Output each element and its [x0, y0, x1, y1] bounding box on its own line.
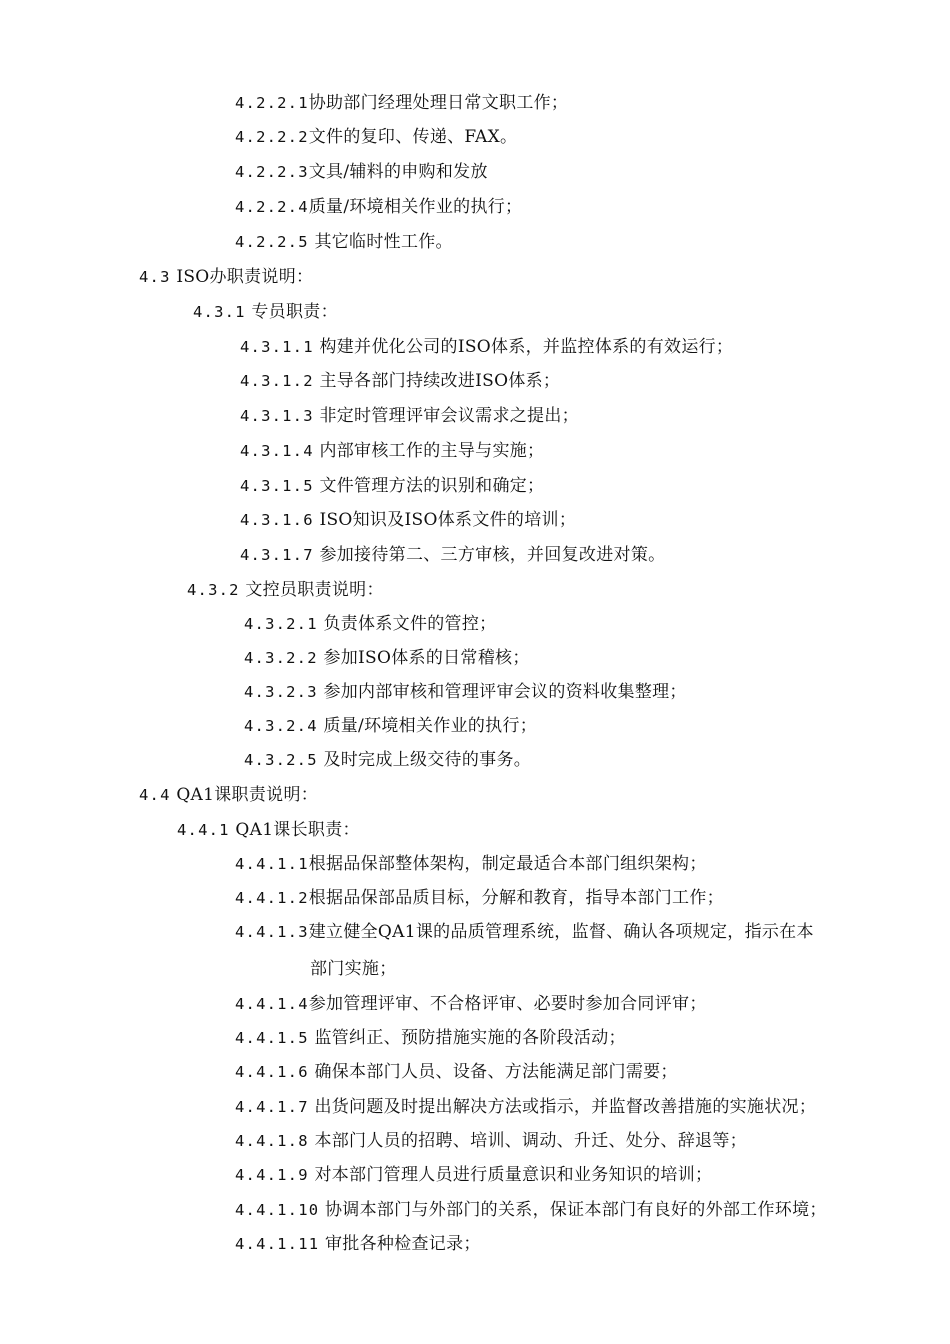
clause-4-2-2-4 — [235, 196, 522, 218]
clause-number: 4.4.1.1 — [235, 855, 309, 873]
clause-4-2-2-1 — [235, 92, 568, 114]
clause-4-4-1-8 — [235, 1130, 747, 1152]
subsection-number: 4.3.1 — [193, 303, 246, 321]
clause-4-4-1-3-continuation — [310, 958, 397, 980]
section-4-4-heading — [139, 784, 318, 806]
subsection-title: 专员职责： — [245, 302, 338, 322]
clause-number: 4.2.2.1 — [235, 94, 309, 112]
clause-number: 4.4.1.4 — [235, 995, 309, 1013]
subsection-4-3-2-heading — [187, 579, 384, 601]
clause-number: 4.3.1.2 — [240, 372, 314, 390]
section-title: QA1课职责说明： — [170, 785, 319, 805]
clause-4-4-1-4 — [235, 993, 707, 1015]
clause-4-4-1-5 — [235, 1027, 626, 1049]
clause-4-3-2-2 — [244, 647, 530, 669]
clause-text: 根据品保部品质目标，分解和教育，指导本部门工作； — [308, 888, 724, 908]
clause-text: 参加内部审核和管理评审会议的资料收集整理； — [317, 682, 687, 702]
clause-text: 文具/辅料的申购和发放 — [308, 162, 488, 182]
clause-number: 4.3.2.5 — [244, 751, 318, 769]
clause-number: 4.4.1.11 — [235, 1235, 320, 1253]
clause-number: 4.3.1.3 — [240, 407, 314, 425]
clause-4-4-1-3 — [235, 921, 814, 943]
clause-text: 审批各种检查记录； — [319, 1234, 481, 1254]
subsection-4-3-1-heading — [193, 301, 338, 323]
section-4-3-heading — [139, 266, 313, 288]
clause-text: 根据品保部整体架构，制定最适合本部门组织架构； — [308, 854, 707, 874]
clause-4-3-2-1 — [244, 613, 496, 635]
clause-number: 4.3.1.5 — [240, 477, 314, 495]
subsection-4-4-1-heading — [177, 819, 360, 841]
clause-number: 4.3.2.4 — [244, 717, 318, 735]
clause-number: 4.4.1.3 — [235, 923, 309, 941]
clause-4-3-2-3 — [244, 681, 687, 703]
clause-4-3-1-2 — [240, 370, 560, 392]
section-number: 4.4 — [139, 786, 171, 804]
clause-text: 质量/环境相关作业的执行； — [317, 716, 538, 736]
clause-number: 4.3.1.4 — [240, 442, 314, 460]
clause-number: 4.3.1.7 — [240, 546, 314, 564]
clause-text: 参加ISO体系的日常稽核； — [317, 648, 530, 668]
clause-text: 质量/环境相关作业的执行； — [308, 197, 523, 217]
clause-text: 文件管理方法的识别和确定； — [313, 476, 545, 496]
clause-4-4-1-11 — [235, 1233, 481, 1255]
clause-4-4-1-2 — [235, 887, 724, 909]
clause-4-2-2-3 — [235, 161, 488, 183]
clause-4-3-1-4 — [240, 440, 544, 462]
clause-text: 确保本部门人员、设备、方法能满足部门需要； — [308, 1062, 678, 1082]
clause-text: 文件的复印、传递、FAX。 — [308, 127, 518, 147]
clause-text: 协助部门经理处理日常文职工作； — [308, 93, 569, 113]
clause-4-4-1-6 — [235, 1061, 678, 1083]
clause-text: 本部门人员的招聘、培训、调动、升迁、处分、辞退等； — [308, 1131, 747, 1151]
clause-text: 参加接待第二、三方审核，并回复改进对策。 — [313, 545, 666, 565]
clause-4-3-1-1 — [240, 336, 733, 358]
clause-text: 其它临时性工作。 — [308, 232, 453, 252]
clause-4-3-1-3 — [240, 405, 579, 427]
clause-number: 4.3.2.3 — [244, 683, 318, 701]
clause-number: 4.3.1.6 — [240, 511, 314, 529]
clause-number: 4.2.2.5 — [235, 233, 309, 251]
clause-text: 构建并优化公司的ISO体系，并监控体系的有效运行； — [313, 337, 734, 357]
clause-4-2-2-5 — [235, 231, 453, 253]
clause-number: 4.2.2.2 — [235, 128, 309, 146]
clause-4-4-1-9 — [235, 1164, 712, 1186]
clause-text: 对本部门管理人员进行质量意识和业务知识的培训； — [308, 1165, 713, 1185]
clause-text: 协调本部门与外部门的关系，保证本部门有良好的外部工作环境； — [319, 1200, 827, 1220]
clause-text: 负责体系文件的管控； — [317, 614, 497, 634]
clause-4-3-1-5 — [240, 475, 544, 497]
subsection-title: QA1课长职责： — [229, 820, 360, 840]
clause-number: 4.3.2.2 — [244, 649, 318, 667]
clause-number: 4.4.1.9 — [235, 1166, 309, 1184]
clause-4-3-1-7 — [240, 544, 665, 566]
clause-4-4-1-10 — [235, 1199, 827, 1221]
clause-4-3-2-4 — [244, 715, 537, 737]
clause-4-2-2-2 — [235, 126, 517, 148]
clause-number: 4.2.2.3 — [235, 163, 309, 181]
clause-text: 参加管理评审、不合格评审、必要时参加合同评审； — [308, 994, 707, 1014]
clause-number: 4.4.1.6 — [235, 1063, 309, 1081]
clause-number: 4.4.1.8 — [235, 1132, 309, 1150]
clause-4-4-1-1 — [235, 853, 707, 875]
clause-text: 及时完成上级交待的事务。 — [317, 750, 532, 770]
clause-text: 部门实施； — [310, 959, 397, 979]
clause-4-3-2-5 — [244, 749, 531, 771]
clause-text: 建立健全QA1课的品质管理系统，监督、确认各项规定，指示在本 — [308, 922, 814, 942]
clause-text: 内部审核工作的主导与实施； — [313, 441, 545, 461]
clause-number: 4.3.2.1 — [244, 615, 318, 633]
section-title: ISO办职责说明： — [170, 267, 314, 287]
clause-text: ISO知识及ISO体系文件的培训； — [313, 510, 577, 530]
clause-text: 主导各部门持续改进ISO体系； — [313, 371, 561, 391]
clause-number: 4.2.2.4 — [235, 198, 309, 216]
subsection-number: 4.4.1 — [177, 821, 230, 839]
clause-text: 出货问题及时提出解决方法或指示，并监督改善措施的实施状况； — [308, 1097, 817, 1117]
clause-number: 4.4.1.2 — [235, 889, 309, 907]
clause-number: 4.4.1.10 — [235, 1201, 320, 1219]
clause-text: 非定时管理评审会议需求之提出； — [313, 406, 579, 426]
subsection-number: 4.3.2 — [187, 581, 240, 599]
section-number: 4.3 — [139, 268, 171, 286]
clause-number: 4.3.1.1 — [240, 338, 314, 356]
clause-text: 监管纠正、预防措施实施的各阶段活动； — [308, 1028, 626, 1048]
clause-4-3-1-6 — [240, 509, 576, 531]
clause-number: 4.4.1.5 — [235, 1029, 309, 1047]
clause-4-4-1-7 — [235, 1096, 816, 1118]
subsection-title: 文控员职责说明： — [239, 580, 384, 600]
clause-number: 4.4.1.7 — [235, 1098, 309, 1116]
